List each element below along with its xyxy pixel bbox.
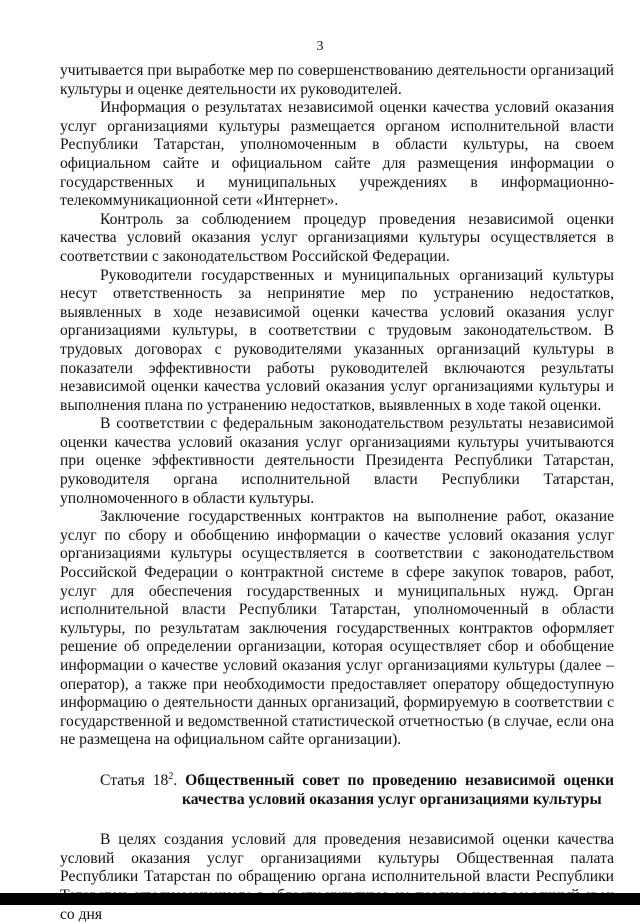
scan-bottom-border [0,893,640,905]
paragraph-procedure-control: Контроль за соблюдением процедур проведения независимой оценки качества условий оказания услуг организациями культуры осуществляется в соответствии с законодательством Российской Федерации. [60,210,614,265]
paragraph-state-contracts: Заключение государственных контрактов на выполнение работ, оказание услуг по сбору и обобщению информации о качестве условий оказания услуг организациями культуры осуществляется в соответствии с законодательством Российской Федерации о контрактной системе в сфере закупок товаров, работ, услуг для обеспечения государственных и муниципальных нужд. Орган исполнительной власти Республики Татарстан, уполномоченный в области культуры, по результатам заключения государственных контрактов оформляет решение об определении организации, которая осуществляет сбор и обобщение информации о качестве условий оказания услуг организациями культуры (далее – оператор), а также при необходимости предоставляет оператору общедоступную информацию о деятельности данных организаций, формируемую в соответствии с государственной и ведомственной статистической отчетностью (в случае, если она не размещена на официальном сайте организации). [60,508,614,749]
paragraph-results-publication: Информация о результатах независимой оценки качества условий оказания услуг организациями культуры размещается органом исполнительной власти Республики Татарстан, уполномоченным в области культуры, на своем официальном сайте и официальном сайте для размещения информации о государственных и муниципальных учреждениях в информационно-телекоммуникационной сети «Интернет». [60,99,614,210]
article-number: Статья $18^2$. [100,770,178,789]
paragraph-public-council: В целях создания условий для проведения независимой оценки качества условий оказания услуг организациями культуры Общественная палата Республики Татарстан по обращению органа исполнительной власти Республики со дня [60,831,614,923]
article-title-line-2: качества условий оказания услуг организациями культуры [182,790,602,808]
page-number: 3 [316,39,324,54]
paragraph-continuation: учитывается при выработке мер по совершенствованию деятельности организаций культуры и оценке деятельности их руководителей. [60,62,614,98]
article-superscript: 2 [168,770,174,782]
paragraph-efficiency-assessment: В соответствии с федеральным законодательством результаты независимой оценки качества условий оказания услуг организациями культуры учитываются при оценке эффективности деятельности Президента Республики Татарстан, руководителя органа исполнительной власти Республики Татарстан, уполномоченного в области культуры. [60,415,614,507]
article-prefix: Статья 18 [100,771,169,789]
article-title-line-1: Общественный совет по проведению независимой оценки [185,771,614,789]
document-body [60,62,614,924]
article-heading-line-1 [60,772,614,791]
paragraph-managers-responsibility: Руководители государственных и муниципальных организаций культуры несут ответственность за непринятие мер по устранению недостатков, выявленных в ходе независимой оценки качества условий оказания услуг организациями культуры, в соответствии с трудовым законодательством. В трудовых договорах с руководителями указанных организаций культуры в показатели эффективности работы руководителей включаются результаты независимой оценки качества условий оказания услуг организациями культуры и выполнения плана по устранению недостатков, выявленных в ходе такой оценки. [60,266,614,414]
article-heading [60,772,614,809]
